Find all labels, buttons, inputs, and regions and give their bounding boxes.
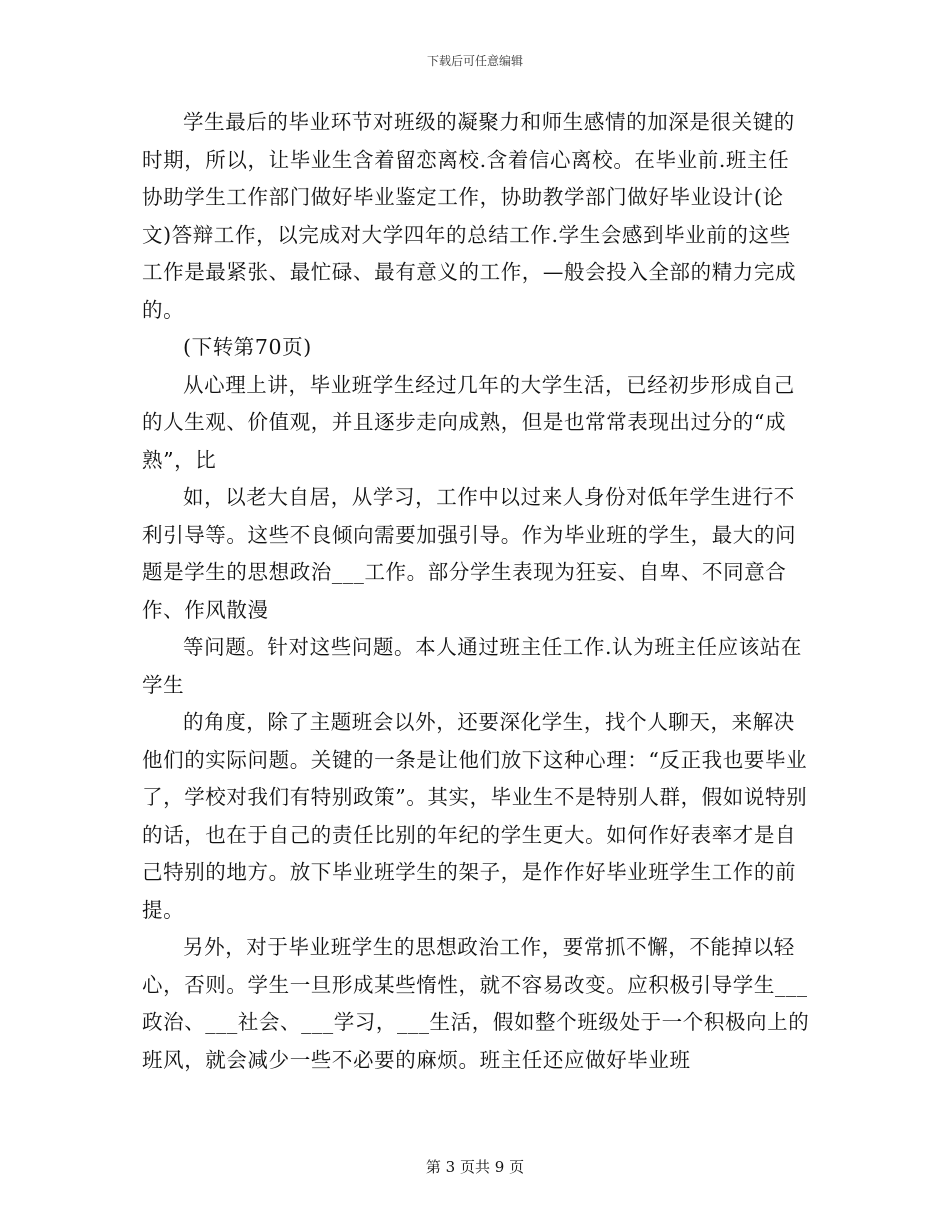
paragraph: 等问题。针对这些问题。本人通过班主任工作.认为班主任应该站在学生 xyxy=(142,635,803,697)
document-body xyxy=(142,104,810,1079)
paragraph: 如，以老大自居，从学习，工作中以过来人身份对低年学生进行不利引导等。这些不良倾向需要加强引导。作为毕业班的学生，最大的问题是学生的思想政治___工作。部分学生表现为狂妄、自卑、不同意合作、作风散漫 xyxy=(142,485,797,622)
page-number: 第 3 页共 9 页 xyxy=(425,1158,525,1176)
paragraph: 的角度，除了主题班会以外，还要深化学生，找个人聊天，来解决他们的实际问题。关键的一条是让他们放下这种心理：“反正我也要毕业了，学校对我们有特别政策”。其实，毕业生不是特别人群，假如说特别的话，也在于自己的责任比别的年纪的学生更大。如何作好表率才是自己特别的地方。放下毕业班学生的架子，是作作好毕业班学生工作的前提。 xyxy=(142,710,808,922)
paragraph: 从心理上讲，毕业班学生经过几年的大学生活，已经初步形成自己的人生观、价值观，并且逐步走向成熟，但是也常常表现出过分的“成熟”，比 xyxy=(142,372,795,472)
paragraph: 学生最后的毕业环节对班级的凝聚力和师生感情的加深是很关键的时期，所以，让毕业生含着留恋离校.含着信心离校。在毕业前.班主任协助学生工作部门做好毕业鉴定工作，协助教学部门做好毕业设计(论文)答辩工作，以完成对大学四年的总结工作.学生会感到毕业前的这些工作是最紧张、最忙碌、最有意义的工作，—般会投入全部的精力完成的。 xyxy=(142,110,797,322)
paragraph: 另外，对于毕业班学生的思想政治工作，要常抓不懈，不能掉以轻心，否则。学生一旦形成某些惰性，就不容易改变。应积极引导学生___政治、___社会、___学习，___生活，假如整个班级处于一个积极向上的班风，就会减少一些不必要的麻烦。班主任还应做好毕业班 xyxy=(142,935,810,1072)
paragraph: (下转第70页) xyxy=(183,335,312,359)
page-header: 下载后可任意编辑 xyxy=(426,54,523,68)
